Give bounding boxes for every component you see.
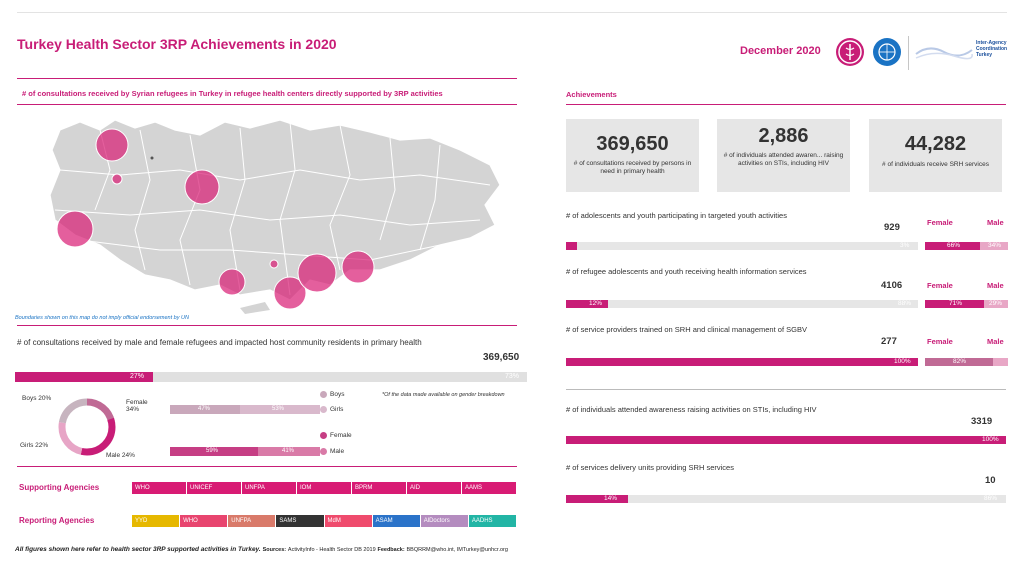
gender-title: # of consultations received by male and female refugees and impacted host community residents in primary health <box>17 338 422 347</box>
map-disclaimer: Boundaries shown on this map do not imply official endorsement by UN <box>15 315 189 321</box>
indicator-divider <box>566 389 1006 390</box>
indicator-3-female-pct: 82% <box>953 358 967 365</box>
reporting-agency-unfpa: UNFPA <box>228 515 275 527</box>
supporting-agency-aams: AAMS <box>462 482 516 494</box>
gender-total: 369,650 <box>483 352 520 363</box>
health-sector-logo <box>836 38 864 66</box>
donut-label-boys: Boys 20% <box>22 395 52 402</box>
kpi-awareness-value: 2,886 <box>758 125 809 147</box>
achievements-title: Achievements <box>566 90 617 99</box>
footer <box>15 546 508 553</box>
indicator-3-bar <box>566 358 918 366</box>
footer-feedback-label: Feedback: <box>377 547 405 553</box>
bubble-izmir <box>57 211 93 247</box>
indicator-2-gender-bar <box>925 300 1008 308</box>
reporting-agencies-label: Reporting Agencies <box>19 516 95 525</box>
supporting-agency-who: WHO <box>132 482 186 494</box>
supporting-agency-aid: AID <box>407 482 461 494</box>
kpi-consultations-value: 369,650 <box>596 133 669 155</box>
achievements-rule <box>566 104 1006 105</box>
footer-feedback: BBQRRM@who.int, IMTurkey@unhcr.org <box>406 547 508 553</box>
legend-boys-swatch <box>320 391 327 398</box>
supporting-agency-bprm: BPRM <box>352 482 406 494</box>
legend-boys-label: Boys <box>330 391 345 398</box>
bubble-konya <box>219 269 245 295</box>
indicator-5-pct: 14% <box>604 495 618 502</box>
indicator-2-value: 4106 <box>881 280 903 291</box>
gender-donut <box>54 394 120 460</box>
indicator-2-male-pct: 29% <box>989 300 1003 307</box>
boys-bar-label: 47% <box>198 406 211 412</box>
indicator-1-value: 929 <box>884 222 900 233</box>
agencies-rule <box>17 466 517 467</box>
indicator-3-pct: 100% <box>894 358 911 365</box>
indicator-2-bar <box>566 300 918 308</box>
reporting-agency-sams: SAMS <box>276 515 323 527</box>
reporting-agency-yyd: YYD <box>132 515 179 527</box>
gender-bar-right-label: 73% <box>505 373 520 380</box>
indicator-1-male-head: Male <box>987 218 1004 227</box>
indicator-5-value: 10 <box>985 475 996 486</box>
report-date: December 2020 <box>740 45 821 57</box>
reporting-agency-who: WHO <box>180 515 227 527</box>
bubble-kayseri <box>270 260 278 268</box>
map-title: # of consultations received by Syrian refugees in Turkey in refugee health centers directly supported by 3RP activities <box>22 89 443 98</box>
indicator-1-title: # of adolescents and youth participating in targeted youth activities <box>566 211 787 220</box>
indicator-1-bar <box>566 242 918 250</box>
indicator-4-bar <box>566 436 1006 444</box>
indicator-1-male-pct: 34% <box>988 242 1002 249</box>
indicator-1-gender-bar <box>925 242 1008 250</box>
kpi-awareness-label: # of individuals attended awaren... raising activities on STIs, including HIV <box>723 152 844 168</box>
map-rule-top <box>17 78 517 79</box>
gender-total-bar <box>15 372 527 382</box>
kpi-srh-label: # of individuals receive SRH services <box>882 161 989 168</box>
bubble-kocaeli <box>151 157 154 160</box>
donut-label-girls: Girls 22% <box>20 442 49 449</box>
map-bubbles <box>40 110 510 315</box>
indicator-2-rest: 88% <box>898 300 912 307</box>
gender-note: *Of the data made available on gender breakdown <box>382 392 505 398</box>
indicator-2-male-head: Male <box>987 281 1004 290</box>
reporting-agency-aadhs: AADHS <box>469 515 516 527</box>
page-title: Turkey Health Sector 3RP Achievements in 2020 <box>17 36 337 52</box>
reporting-agency-aldoctors: AlDoctors <box>421 515 468 527</box>
indicator-3-female-head: Female <box>927 337 953 346</box>
bubble-ankara <box>185 170 219 204</box>
bubble-adana <box>298 254 336 292</box>
legend-girls-swatch <box>320 406 327 413</box>
girls-bar-label: 53% <box>272 406 285 412</box>
partner-logo-text: Inter-Agency Coordination Turkey <box>976 40 1008 58</box>
indicator-1-female-head: Female <box>927 218 953 227</box>
logo-divider <box>908 36 909 70</box>
female-bar-label: 59% <box>206 448 219 454</box>
indicator-4-bar-fill <box>566 436 1006 444</box>
donut-label-female: Female 34% <box>126 399 148 413</box>
legend-male-swatch <box>320 448 327 455</box>
indicator-1-pct: 3% <box>900 242 910 249</box>
gender-rule <box>17 325 517 326</box>
gender-bar-left-label: 27% <box>130 373 145 380</box>
footer-sources-label: Sources: <box>262 547 287 553</box>
boys-girls-bar <box>170 405 320 414</box>
indicator-1-bar-fill <box>566 242 577 250</box>
legend-female-label: Female <box>330 432 352 439</box>
reporting-agency-asam: ASAM <box>373 515 420 527</box>
kpi-awareness <box>717 119 850 192</box>
indicator-4-value: 3319 <box>971 416 993 427</box>
supporting-agency-unicef: UNICEF <box>187 482 241 494</box>
legend-female-swatch <box>320 432 327 439</box>
indicator-5-bar <box>566 495 1006 503</box>
indicator-2-pct: 12% <box>589 300 603 307</box>
bubble-istanbul <box>96 129 128 161</box>
indicator-3-bar-fill <box>566 358 918 366</box>
supporting-agency-unfpa: UNFPA <box>242 482 296 494</box>
supporting-agencies-row <box>132 482 517 494</box>
indicator-3-value: 277 <box>881 336 897 347</box>
kpi-srh <box>869 119 1002 192</box>
top-rule <box>17 12 1007 13</box>
indicator-1-female-pct: 66% <box>947 242 961 249</box>
kpi-consultations-label: # of consultations received by persons in need in primary health <box>573 160 692 176</box>
indicator-5-rest: 86% <box>984 495 998 502</box>
reporting-agencies-row <box>132 515 517 527</box>
map-rule-bottom <box>17 104 517 105</box>
male-bar-label: 41% <box>282 448 295 454</box>
female-male-bar <box>170 447 320 456</box>
kpi-consultations <box>566 119 699 192</box>
supporting-agency-iom: IOM <box>297 482 351 494</box>
partner-logo-graphic <box>914 42 974 62</box>
indicator-3-title: # of service providers trained on SRH and clinical management of SGBV <box>566 325 807 334</box>
indicator-5-title: # of services delivery units providing SRH services <box>566 463 734 472</box>
indicator-2-title: # of refugee adolescents and youth receiving health information services <box>566 267 807 276</box>
indicator-3-male-head: Male <box>987 337 1004 346</box>
un-logo <box>873 38 901 66</box>
bubble-gaziantep <box>342 251 374 283</box>
legend-girls-label: Girls <box>330 406 344 413</box>
reporting-agency-mdm: MdM <box>325 515 372 527</box>
indicator-2-female-head: Female <box>927 281 953 290</box>
footer-sources: ActivityInfo - Health Sector DB 2019 <box>287 547 376 553</box>
supporting-agencies-label: Supporting Agencies <box>19 483 100 492</box>
legend-male-label: Male <box>330 448 345 455</box>
indicator-3-gender-bar <box>925 358 1008 366</box>
donut-label-male: Male 24% <box>106 452 135 459</box>
bubble-bursa <box>112 174 122 184</box>
indicator-2-female-pct: 71% <box>949 300 963 307</box>
footer-italic: All figures shown here refer to health sector 3RP supported activities in Turkey. <box>15 546 261 553</box>
indicator-4-title: # of individuals attended awareness raising activities on STIs, including HIV <box>566 405 817 414</box>
kpi-srh-value: 44,282 <box>904 133 967 155</box>
indicator-5-bar-fill <box>566 495 628 503</box>
indicator-4-pct: 100% <box>982 436 999 443</box>
